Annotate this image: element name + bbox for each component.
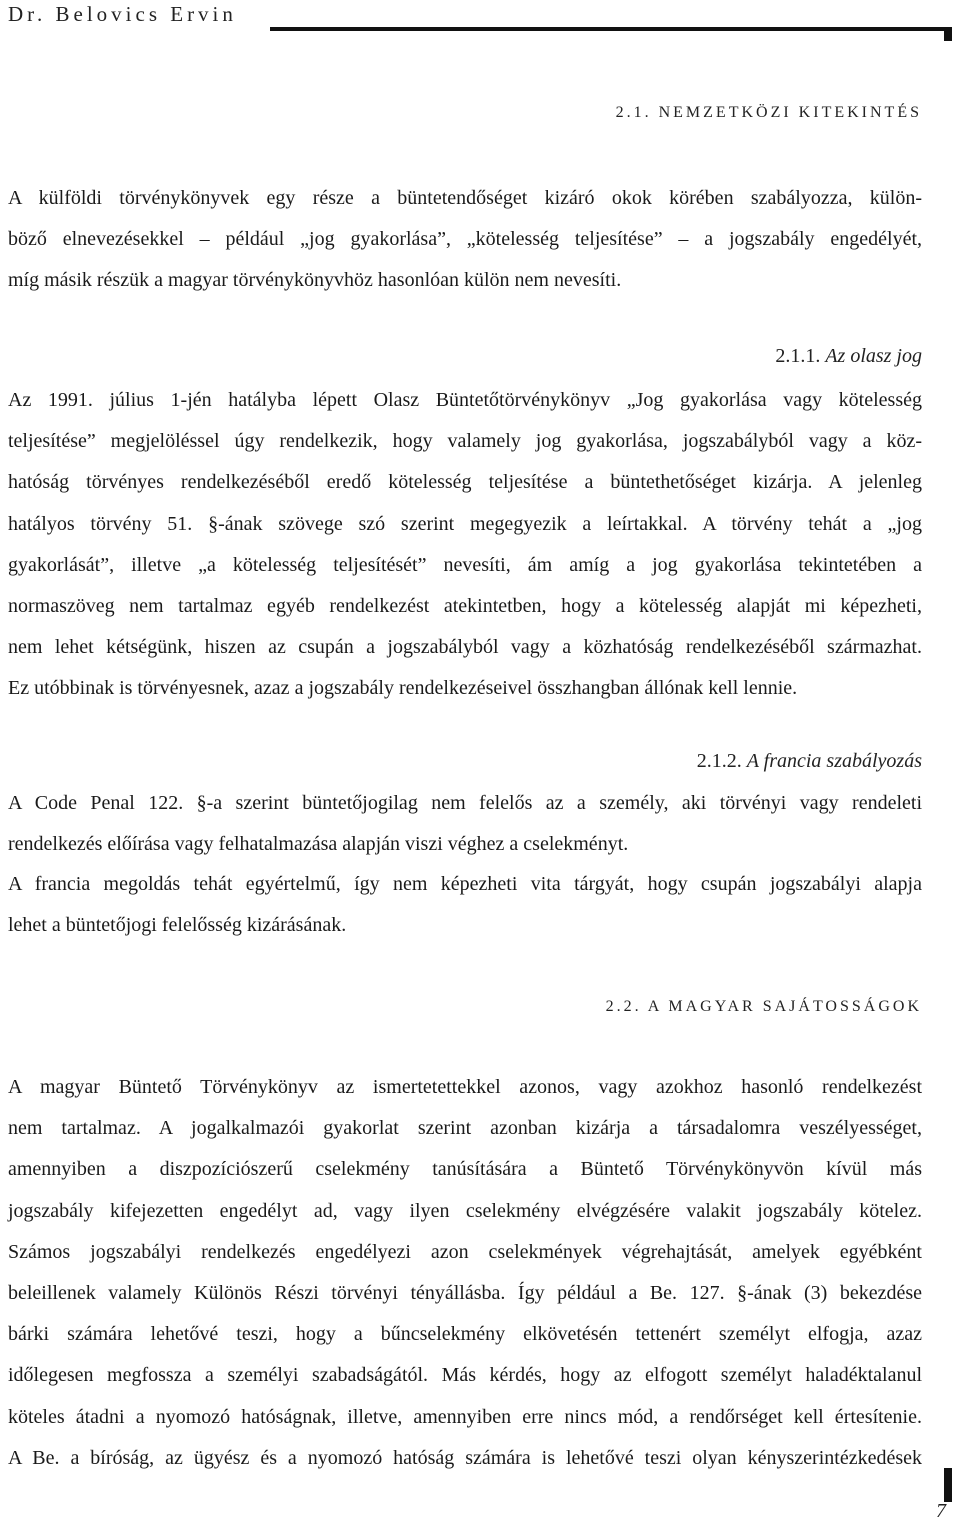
subsection-heading-italian [775,345,922,368]
paragraph-code-penal [8,783,922,865]
header-author: Dr. Belovics Ervin [8,2,237,26]
subsection-number: 2.1.2. [696,750,742,772]
text-line: míg másik részük a magyar törvénykönyvhöz hasonlóan külön nem nevesíti. [8,269,622,292]
paragraph-hungarian [8,1067,922,1479]
text-line: böző elnevezésekkel – például „jog gyakorlása”, „kötelesség teljesítése” – a jogszabály engedélyét, [8,228,922,251]
subsection-title: A francia szabályozás [746,750,922,772]
text-line: gyakorlását”, illetve „a kötelesség teljesítését” nevesíti, ám amíg a jog gyakorlása tekintetében a [8,553,922,576]
subsection-title: Az olasz jog [825,345,922,367]
text-line: Ez utóbbinak is törvényesnek, azaz a jogszabály rendelkezéseivel összhangban állónak kell lennie. [8,677,798,700]
header-corner-block [944,27,952,41]
text-line: nem lehet kétségünk, hiszen az csupán a jogszabályból vagy a közhatóság rendelkezéséből származhat. [8,636,922,659]
text-line: hatályos törvény 51. §-ának szövege szó szerint megegyezik a leírtakkal. A törvény tehát a „jog [8,512,922,535]
text-line: A Be. a bíróság, az ügyész és a nyomozó hatóság számára is lehetővé teszi olyan kényszerintézkedések [8,1446,922,1469]
footer-corner-block [944,1468,952,1502]
subsection-number: 2.1.1. [775,345,821,367]
text-line: A magyar Büntető Törvénykönyv az ismertetettekkel azonos, vagy azokhoz hasonló rendelkezést [8,1076,922,1098]
header-rule [270,27,948,31]
text-line: nem tartalmaz. A jogalkalmazói gyakorlat szerint azonban kizárja a társadalomra veszélyességet, [8,1117,922,1140]
text-line: Számos jogszabályi rendelkezés engedélyezi azon cselekmények végrehajtását, amelyek egyébként [8,1240,922,1263]
text-line: teljesítése” megjelöléssel úgy rendelkezik, hogy valamely jog gyakorlása, jogszabályból vagy a köz- [8,430,922,453]
paragraph-french-solution [8,864,922,946]
text-line: A Code Penal 122. §-a szerint büntetőjogilag nem felelős az a személy, aki törvényi vagy rendeleti [8,792,922,814]
text-line: rendelkezés előírása vagy felhatalmazása alapján viszi véghez a cselekményt. [8,833,629,856]
paragraph-italian-law [8,380,922,710]
page-number: 7 [936,1500,946,1522]
text-line: Az 1991. július 1-jén hatályba lépett Olasz Büntetőtörvénykönyv „Jog gyakorlása vagy kötelesség [8,389,922,411]
paragraph-intro [8,178,922,302]
subsection-heading-french [697,750,922,773]
text-line: amennyiben a diszpozíciószerű cselekmény tanúsítására a Büntető Törvénykönyvön kívül más [8,1158,922,1181]
text-line: hatóság törvényes rendelkezéséből eredő kötelesség teljesítése a büntethetőséget kizárja. A jelenleg [8,471,922,494]
text-line: köteles átadni a nyomozó hatóságnak, illetve, amennyiben erre nincs mód, a rendőrséget kell értesítenie. [8,1405,922,1428]
text-line: normaszöveg nem tartalmaz egyéb rendelkezést atekintetben, hogy a kötelesség alapját mi képezheti, [8,595,922,618]
text-line: lehet a büntetőjogi felelősség kizárásának. [8,914,347,937]
section-title-hungarian: 2.2. A MAGYAR SAJÁTOSSÁGOK [605,998,922,1015]
text-line: bárki számára lehetővé teszi, hogy a bűncselekmény elkövetésén tettenért személyt elfogja, azaz [8,1323,922,1346]
text-line: jogszabály kifejezetten engedélyt ad, vagy ilyen cselekmény elvégzésére valakit jogszabály kötelez. [8,1199,922,1222]
text-line: időlegesen megfossza a személyi szabadságától. Más kérdés, hogy az elfogott személyt haladéktalanul [8,1364,922,1387]
text-line: A külföldi törvénykönyvek egy része a büntetendőséget kizáró okok körében szabályozza, külön- [8,187,922,209]
section-title-international: 2.1. NEMZETKÖZI KITEKINTÉS [615,104,922,121]
text-line: beleillenek valamely Különös Részi törvényi tényállásba. Így például a Be. 127. §-ának (3) bekezdése [8,1282,922,1305]
text-line: A francia megoldás tehát egyértelmű, így nem képezheti vita tárgyát, hogy csupán jogszabályi alapja [8,873,922,895]
